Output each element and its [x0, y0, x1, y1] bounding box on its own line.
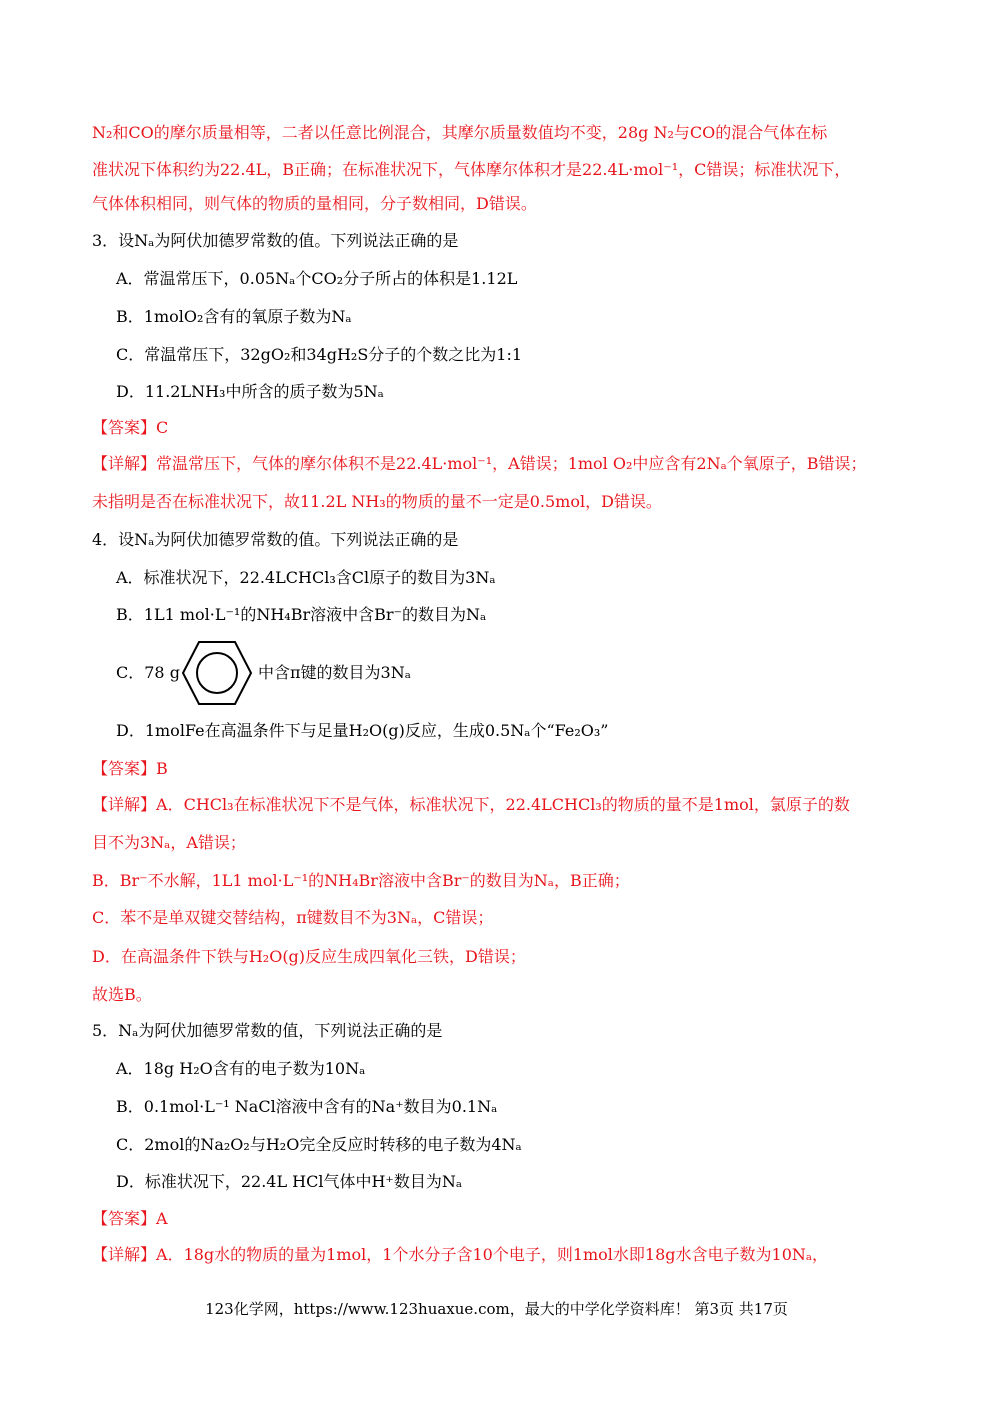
q5-option-d: D．标准状况下，22.4L HCl气体中H⁺数目为Nₐ: [116, 1172, 463, 1191]
q3-stem: 3．设Nₐ为阿伏加德罗常数的值。下列说法正确的是: [92, 231, 459, 250]
q5-option-b: B．0.1mol·L⁻¹ NaCl溶液中含有的Na⁺数目为0.1Nₐ: [116, 1097, 498, 1116]
q4-detail-4: C．苯不是单双键交替结构，π键数目不为3Nₐ，C错误；: [92, 908, 494, 927]
q4-option-b: B．1L1 mol·L⁻¹的NH₄Br溶液中含Br⁻的数目为Nₐ: [116, 605, 487, 624]
answer-label: 【答案】: [92, 759, 157, 778]
q3-option-d: D．11.2LNH₃中所含的质子数为5Nₐ: [116, 382, 384, 401]
q3-option-c: C．常温常压下，32gO₂和34gH₂S分子的个数之比为1:1: [116, 345, 523, 364]
q4-option-c-suffix: 中含π键的数目为3Nₐ: [258, 663, 411, 682]
carryover-line-2: 准状况下体积约为22.4L，B正确；在标准状况下，气体摩尔体积才是22.4L·mol⁻¹，C错误；标准状况下，: [92, 160, 851, 179]
detail-label: 【详解】: [92, 1245, 157, 1264]
detail-label: 【详解】: [92, 795, 157, 814]
detail-label: 【详解】: [92, 454, 157, 473]
q3-answer: [92, 417, 168, 439]
q5-answer: [92, 1208, 168, 1230]
q4-detail-5: D．在高温条件下铁与H₂O(g)反应生成四氧化三铁，D错误；: [92, 947, 526, 966]
q4-option-d: D．1molFe在高温条件下与足量H₂O(g)反应，生成0.5Nₐ个“Fe₂O₃”: [116, 721, 609, 740]
q3-detail-1: [92, 453, 867, 475]
detail-text: A．CHCl₃在标准状况下不是气体，标准状况下，22.4LCHCl₃的物质的量不是1mol，氯原子的数: [156, 795, 850, 814]
detail-text: 常温常压下，气体的摩尔体积不是22.4L·mol⁻¹，A错误；1mol O₂中应含有2Nₐ个氧原子，B错误；: [156, 454, 867, 473]
q4-detail-1: [92, 794, 850, 816]
q4-option-a: A．标准状况下，22.4LCHCl₃含Cl原子的数目为3Nₐ: [116, 568, 496, 587]
q4-option-c-prefix: C．78 g: [116, 663, 180, 682]
detail-text: A．18g水的物质的量为1mol，1个水分子含10个电子，则1mol水即18g水含电子数为10Nₐ，: [156, 1245, 829, 1264]
q5-option-a: A．18g H₂O含有的电子数为10Nₐ: [116, 1059, 366, 1078]
carryover-line-3: 气体体积相同，则气体的物质的量相同，分子数相同，D错误。: [92, 194, 537, 213]
benzene-ring-icon: [181, 640, 253, 706]
answer-value: A: [156, 1209, 168, 1228]
answer-value: B: [156, 759, 168, 778]
q5-detail-1: [92, 1244, 828, 1266]
q4-detail-2: 目不为3Nₐ，A错误；: [92, 833, 246, 852]
q4-detail-3: B．Br⁻不水解，1L1 mol·L⁻¹的NH₄Br溶液中含Br⁻的数目为Nₐ，B正确；: [92, 871, 630, 890]
q3-option-a: A．常温常压下，0.05Nₐ个CO₂分子所占的体积是1.12L: [116, 269, 518, 288]
q3-detail-2: 未指明是否在标准状况下，故11.2L NH₃的物质的量不一定是0.5mol，D错误。: [92, 492, 662, 511]
answer-value: C: [156, 418, 169, 437]
q5-stem: 5．Nₐ为阿伏加德罗常数的值，下列说法正确的是: [92, 1021, 443, 1040]
q5-option-c: C．2mol的Na₂O₂与H₂O完全反应时转移的电子数为4Nₐ: [116, 1135, 522, 1154]
q3-option-b: B．1molO₂含有的氧原子数为Nₐ: [116, 307, 352, 326]
q4-answer: [92, 758, 168, 780]
q4-stem: 4．设Nₐ为阿伏加德罗常数的值。下列说法正确的是: [92, 530, 459, 549]
carryover-line-1: N₂和CO的摩尔质量相等，二者以任意比例混合，其摩尔质量数值均不变，28g N₂与CO的混合气体在标: [92, 123, 828, 142]
answer-label: 【答案】: [92, 1209, 157, 1228]
page-footer: 123化学网，https://www.123huaxue.com，最大的中学化学资料库！ 第3页 共17页: [205, 1300, 788, 1318]
q4-conclusion: 故选B。: [92, 985, 152, 1004]
answer-label: 【答案】: [92, 418, 157, 437]
